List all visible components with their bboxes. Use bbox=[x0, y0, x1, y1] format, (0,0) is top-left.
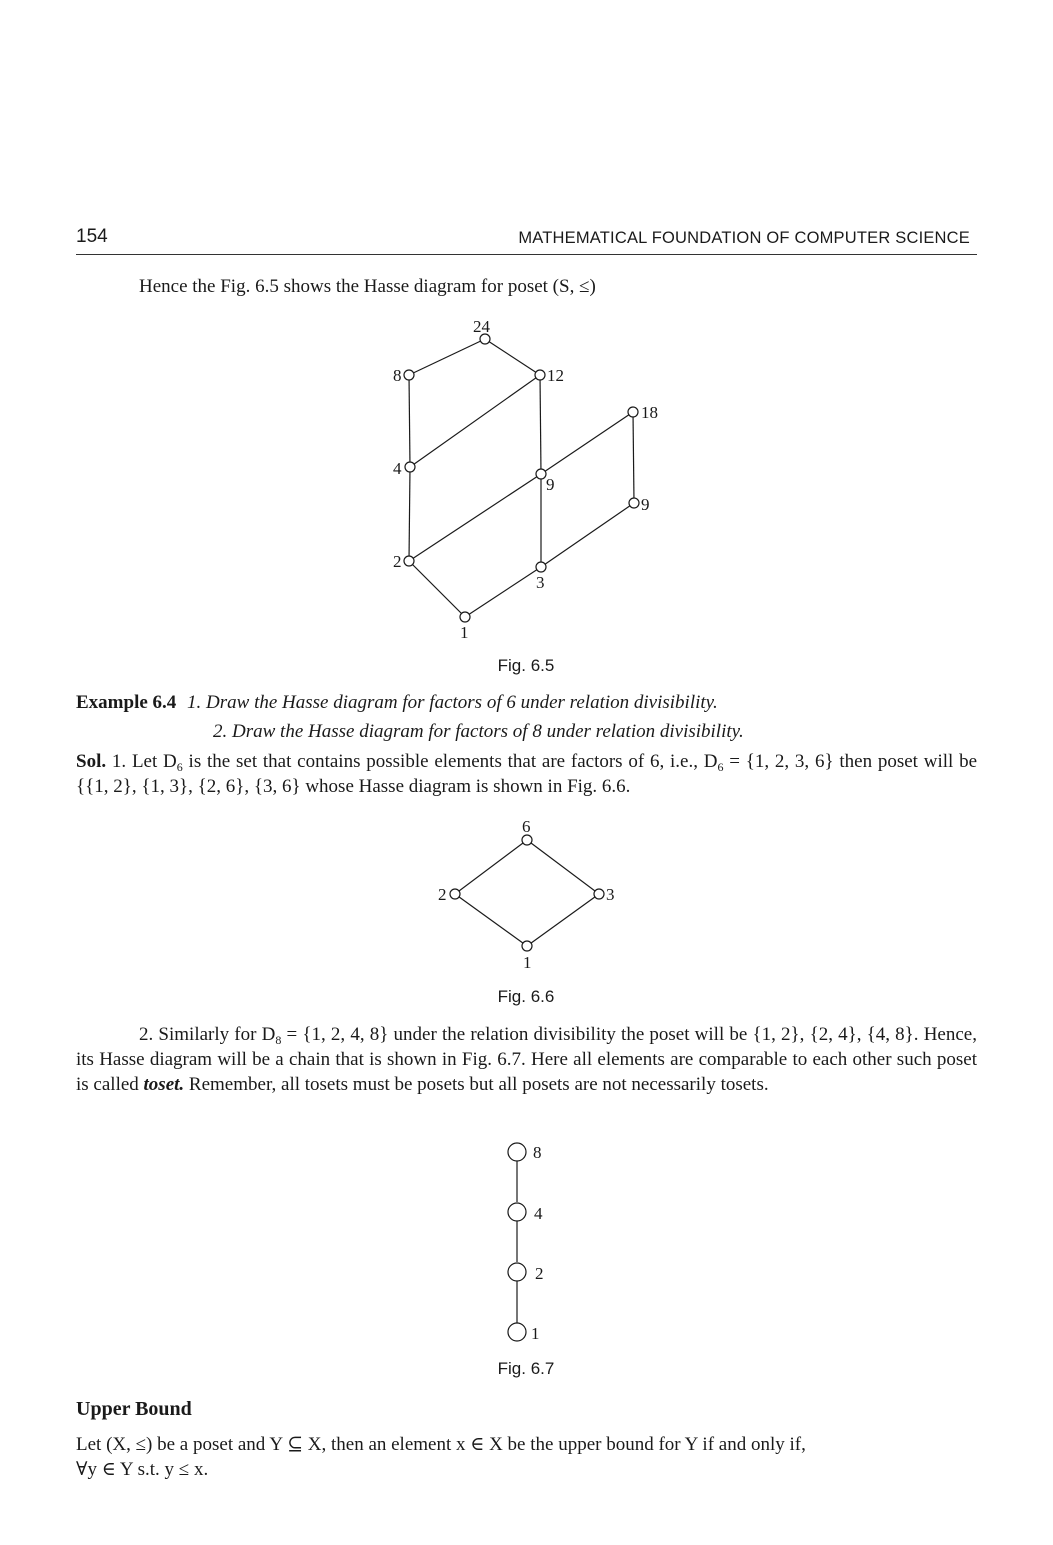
fig65-label-18: 18 bbox=[641, 403, 658, 422]
toset-term: toset. bbox=[143, 1074, 185, 1095]
fig65-label-3: 3 bbox=[536, 573, 545, 592]
fig66-label-6: 6 bbox=[522, 817, 531, 836]
sol-label: Sol. bbox=[76, 751, 107, 772]
para2-text-3: Remember, all tosets must be posets but all posets are not necessarily tosets. bbox=[184, 1074, 769, 1095]
example-item-2-line bbox=[213, 719, 744, 744]
fig65-label-2: 2 bbox=[393, 552, 402, 571]
sol-sub-2: 6 bbox=[717, 760, 724, 774]
example-item-2: 2. Draw the Hasse diagram for factors of 8 under relation divisibility. bbox=[213, 721, 744, 742]
intro-text: Hence the Fig. 6.5 shows the Hasse diagram for poset (S, ≤) bbox=[139, 276, 596, 297]
sol-text-1: 1. Let D bbox=[111, 751, 177, 772]
fig67-label-8: 8 bbox=[533, 1143, 542, 1162]
fig-6-6-caption: Fig. 6.6 bbox=[497, 987, 555, 1006]
example-label: Example 6.4 bbox=[76, 692, 177, 713]
tosets-paragraph bbox=[76, 1022, 977, 1097]
fig67-label-1: 1 bbox=[531, 1324, 540, 1343]
fig67-label-2: 2 bbox=[535, 1264, 544, 1283]
running-header-title: MATHEMATICAL FOUNDATION OF COMPUTER SCIENCE bbox=[518, 229, 970, 247]
para2-text-1: 2. Similarly for D bbox=[139, 1024, 276, 1045]
fig-6-6-diagram bbox=[0, 800, 1053, 990]
sol-text-3: = {1, 2, 3, 6} then poset will be {{1, 2}, {1, 3}, {2, 6}, {3, 6} whose Hasse diagram is shown in Fig. 6.6. bbox=[76, 751, 978, 797]
upper-bound-heading: Upper Bound bbox=[76, 1398, 192, 1420]
upper-bound-definition-line-1: Let (X, ≤) be a poset and Y ⊆ X, then an element x ∈ X be the upper bound for Y if and only if, bbox=[76, 1434, 806, 1455]
fig65-label-24: 24 bbox=[473, 317, 490, 336]
fig-6-5-caption: Fig. 6.5 bbox=[497, 656, 555, 675]
example-item-1: 1. Draw the Hasse diagram for factors of 6 under relation divisibility. bbox=[187, 692, 718, 713]
fig65-label-1: 1 bbox=[460, 623, 469, 642]
fig65-label-4: 4 bbox=[393, 459, 402, 478]
fig65-label-9-middle: 9 bbox=[546, 475, 555, 494]
para2-text-2: = {1, 2, 4, 8} under the relation divisibility the poset will be {1, 2}, {2, 4}, {4, 8}. Hence, its Hasse diagram will be a chain that is shown in Fig. 6.7. Here all elements are comparable to each other such poset is called bbox=[76, 1024, 977, 1095]
para2-sub: 8 bbox=[275, 1033, 282, 1047]
fig66-label-2: 2 bbox=[438, 885, 447, 904]
example-6-4 bbox=[76, 690, 718, 715]
fig66-label-1: 1 bbox=[523, 953, 532, 972]
sol-sub-1: 6 bbox=[176, 760, 183, 774]
solution-paragraph bbox=[76, 749, 977, 799]
fig66-label-3: 3 bbox=[606, 885, 615, 904]
fig65-label-9-right: 9 bbox=[641, 495, 650, 514]
fig67-label-4: 4 bbox=[534, 1204, 543, 1223]
fig65-label-8: 8 bbox=[393, 366, 402, 385]
upper-bound-definition-line-2: ∀y ∈ Y s.t. y ≤ x. bbox=[76, 1459, 209, 1480]
page-number: 154 bbox=[76, 226, 108, 247]
fig65-label-12: 12 bbox=[547, 366, 564, 385]
fig-6-5-diagram bbox=[0, 0, 1053, 660]
sol-text-2: is the set that contains possible elements that are factors of 6, i.e., D bbox=[182, 751, 718, 772]
fig-6-7-diagram bbox=[0, 1130, 1053, 1350]
fig-6-7-caption: Fig. 6.7 bbox=[497, 1359, 555, 1378]
